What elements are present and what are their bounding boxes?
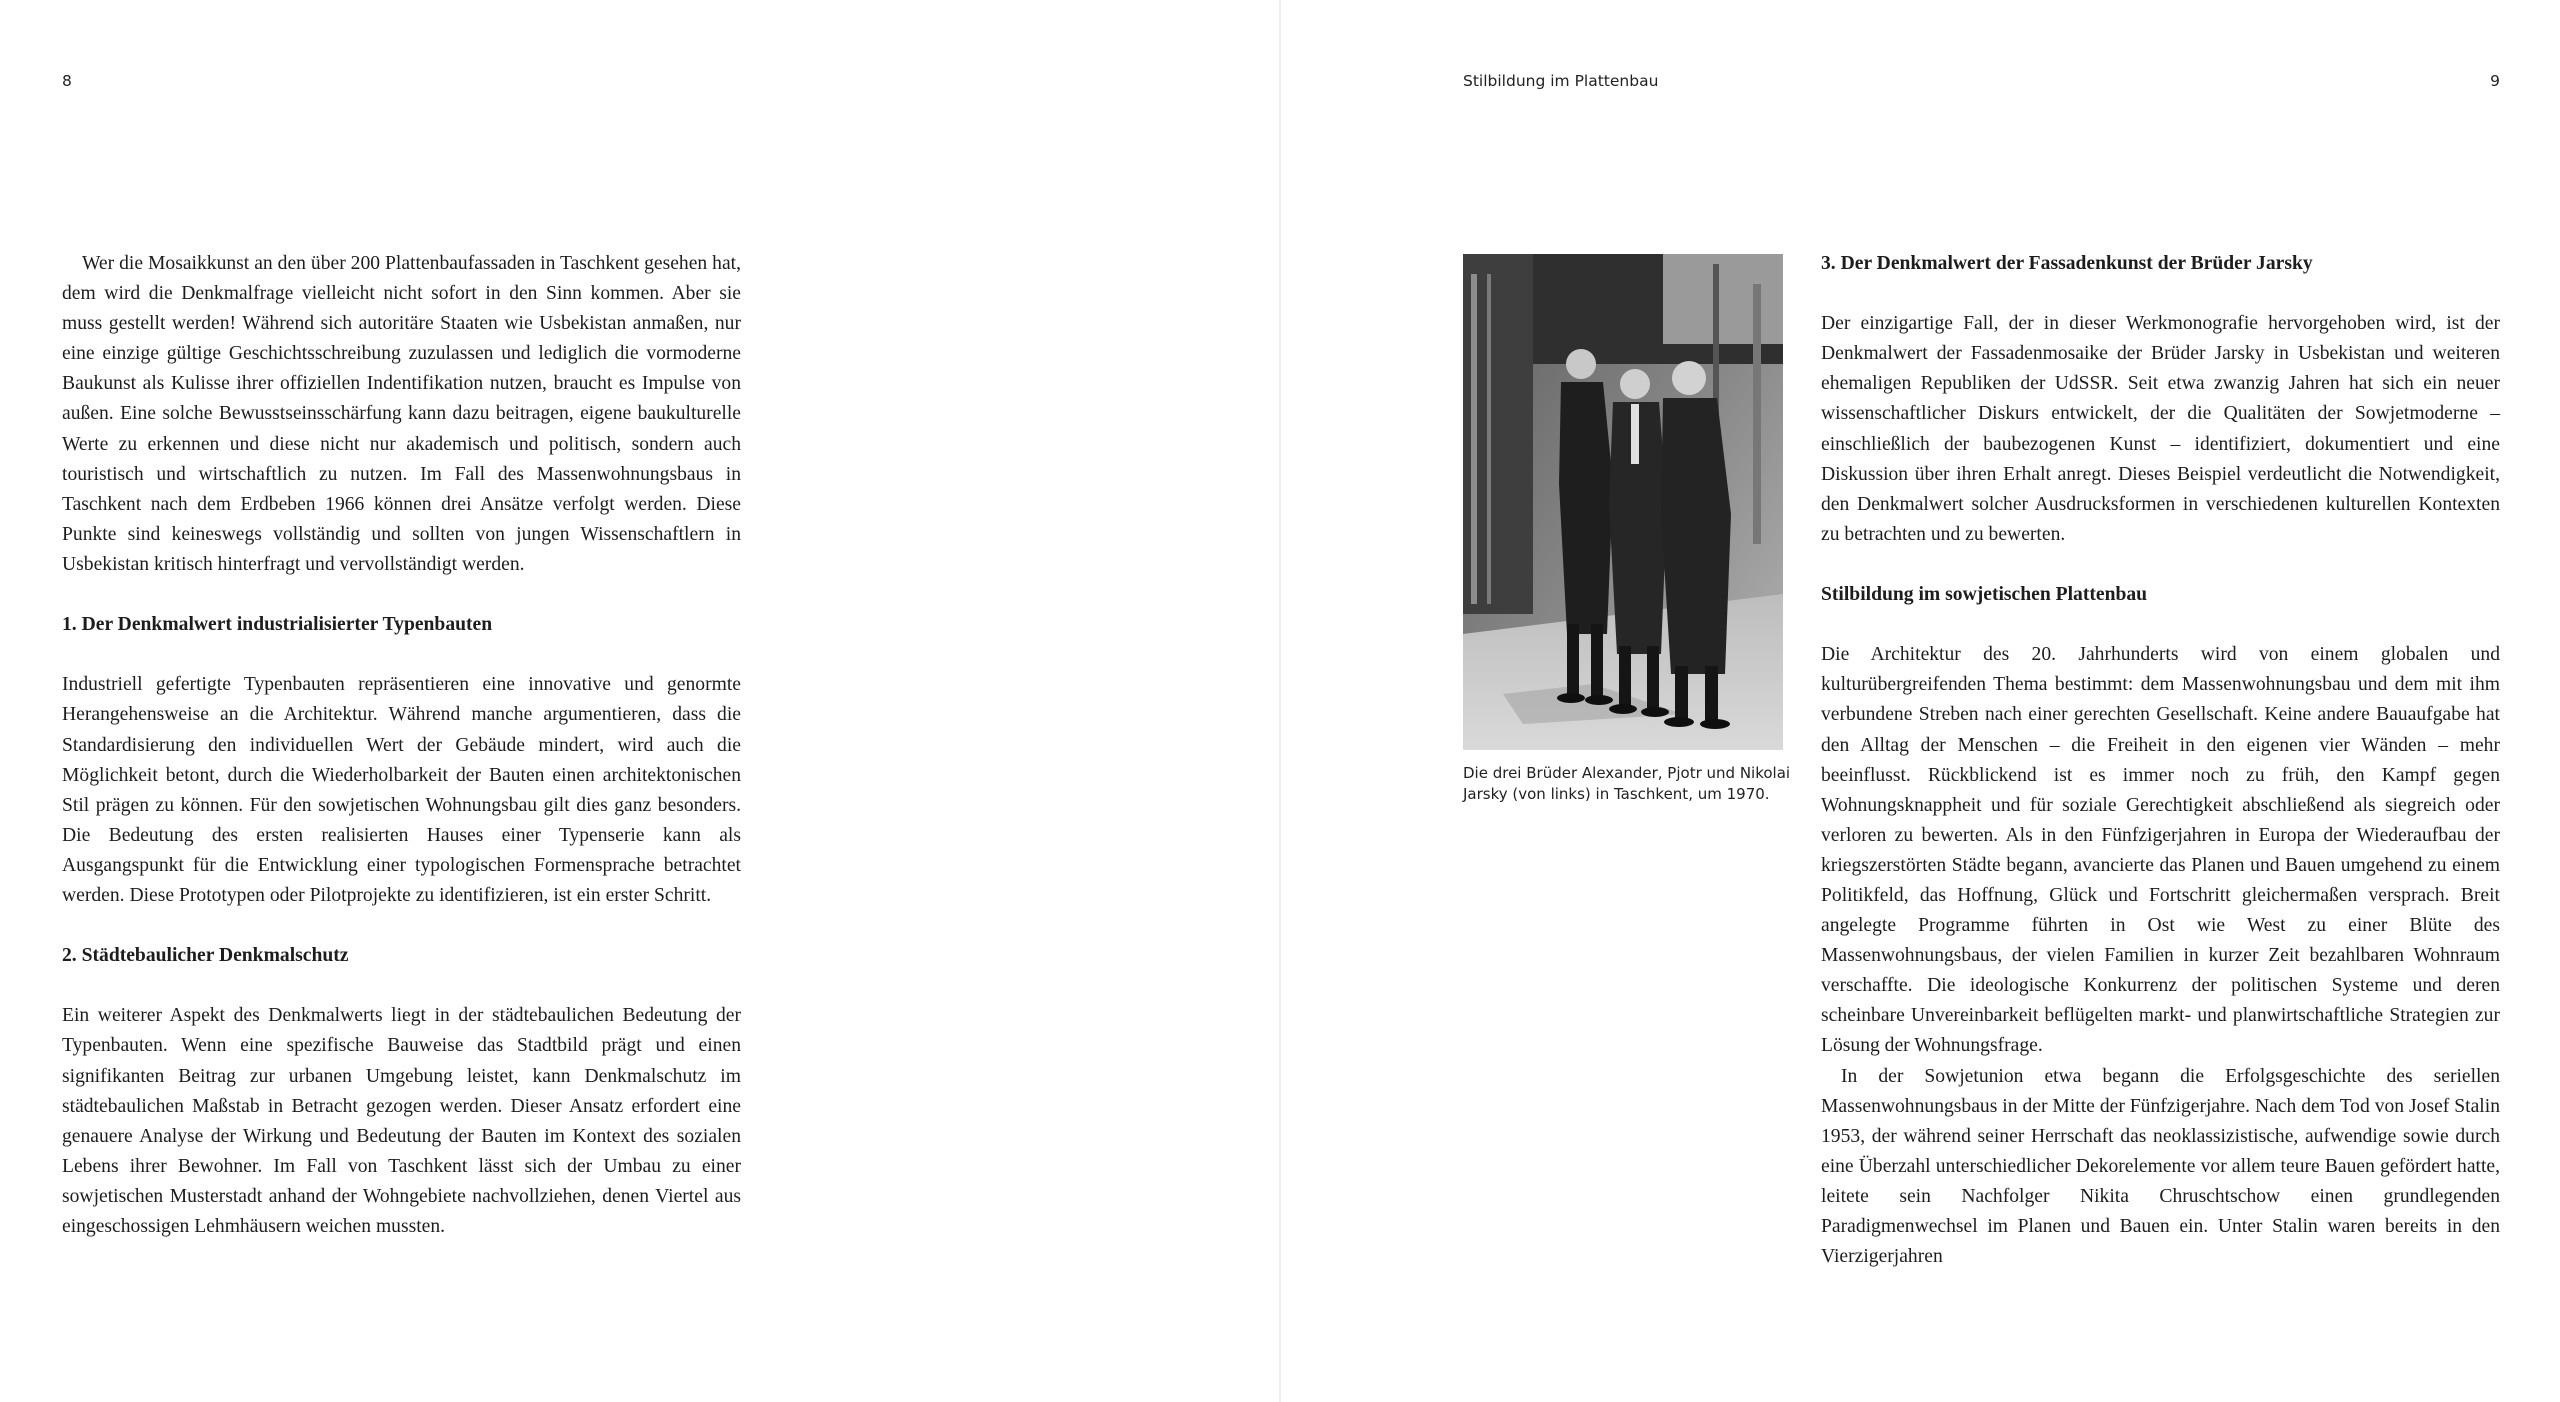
stilbildung-paragraph-2: In der Sowjetunion etwa begann die Erfolgsgeschichte des seriellen Massenwohnungsbaus in der Mitte der Fünfzigerjahre. Nach dem Tod von Josef Stalin 1953, der während seiner Herrschaft das neoklassizistische, aufwendige sowie durch eine Überzahl unterschiedlicher Dekorelemente vor allem teure Bauen gefördert hatte, leitete sein Nachfolger Nikita Chruschtschow einen grundlegenden Paradigmenwechsel im Planen und Bauen ein. Unter Stalin waren bereits in den Vierzigerjahren [1821,1065,2500,1268]
page-gutter [1279,0,1281,1402]
fassadenkunst-paragraph: Der einzigartige Fall, der in dieser Werkmonografie hervorgehoben wird, ist der Denkmalwert der Fassadenmosaike der Brüder Jarsky in Usbekistan und weiteren ehemaligen Republiken der UdSSR. Seit etwa zwanzig Jahren hat sich ein neuer wissenschaftlicher Diskurs entwickelt, der die Qualitäten der Sowjetmoderne – einschließlich der baubezogenen Kunst – identifiziert, dokumentiert und eine Diskussion über ihren Erhalt anregt. Dieses Beispiel verdeutlicht die Notwendigkeit, den Denkmalwert solcher Ausdrucksformen in verschiedenen kulturellen Kontexten zu betrachten und zu bewerten. [1821,313,2500,545]
brothers-photo-image [1463,254,1783,750]
stilbildung-paragraph-1: Die Architektur des 20. Jahrhunderts wird von einem globalen und kulturübergreifenden Thema bestimmt: dem Massenwohnungsbau und dem mit ihm verbundene Streben nach einer gerechten Gesellschaft. Keine andere Bauaufgabe hat den Alltag der Menschen – die Freiheit in den eigenen vier Wänden – mehr beeinflusst. Rückblickend ist es immer noch zu früh, den Kampf gegen Wohnungsknappheit und für soziale Gerechtigkeit abschließend als siegreich oder verloren zu bewerten. Als in den Fünfzigerjahren in Europa der Wiederaufbau der kriegszerstörten Städte begann, avancierte das Planen und Bauen umgehend zu einem Politikfeld, das Hoffnung, Glück und Fortschritt gleichermaßen versprach. Breit angelegte Programme führten in Ost wie West zu einer Blüte des Massenwohnungsbaus, der vielen Familien in kurzer Zeit bezahlbaren Wohnraum verschaffte. Die ideologische Konkurrenz der politischen Systeme und deren scheinbare Unvereinbarkeit beflügelten markt- und planwirtschaftliche Strategien zur Lösung der Wohnungsfrage. [1821,644,2500,1057]
staedtebau-paragraph: Ein weiterer Aspekt des Denkmalwerts liegt in der städtebaulichen Bedeutung der Typenbauten. Wenn eine spezifische Bauweise das Stadtbild prägt und einen signifikanten Beitrag zur urbanen Umgebung leistet, kann Denkmalschutz im städtebaulichen Maßstab in Betracht gezogen werden. Dieser Ansatz erfordert eine genauere Analyse der Wirkung und Bedeutung der Bauten im Kontext des sozialen Lebens ihrer Bewohner. Im Fall von Taschkent lässt sich der Umbau zu einer sowjetischen Musterstadt anhand der Wohngebiete nachvollziehen, denen Viertel aus eingeschossigen Lehmhäusern weichen mussten. [62,1005,741,1237]
heading-fassadenkunst: 3. Der Denkmalwert der Fassadenkunst der Brüder Jarsky [1821,253,2313,274]
heading-staedtebau: 2. Städtebaulicher Denkmalschutz [62,945,349,967]
heading-stilbildung: Stilbildung im sowjetischen Plattenbau [1821,584,2148,606]
running-head: Stilbildung im Plattenbau [1463,72,1659,90]
left-page-text [62,249,741,1242]
photo-caption: Die drei Brüder Alexander, Pjotr und Nikolai Jarsky (von links) in Taschkent, um 1970. [1463,764,1791,803]
heading-typenbauten: 1. Der Denkmalwert industrialisierter Typenbauten [62,614,493,636]
right-page-text [1821,249,2500,1272]
brothers-photo [1463,254,1783,750]
page-number-right: 9 [2490,72,2500,90]
page-number-left: 8 [62,72,72,90]
intro-paragraph: Wer die Mosaikkunst an den über 200 Plattenbaufassaden in Taschkent gesehen hat, dem wird die Denkmalfrage vielleicht nicht sofort in den Sinn kommen. Aber sie muss gestellt werden! Während sich autoritäre Staaten wie Usbekistan anmaßen, nur eine einzige gültige Geschichtsschreibung zuzulassen und lediglich die vormoderne Baukunst als Kulisse ihrer offiziellen Indentifikation nutzen, braucht es Impulse von außen. Eine solche Bewusstseinsschärfung kann dazu beitragen, eigene baukulturelle Werte zu erkennen und diese nicht nur akademisch und politisch, sondern auch touristisch und wirtschaftlich zu nutzen. Im Fall des Massenwohnungsbaus in Taschkent nach dem Erdbeben 1966 können drei Ansätze verfolgt werden. Diese Punkte sind keineswegs vollständig und sollten von jungen Wissenschaftlern in Usbekistan kritisch hinterfragt und vervollständigt werden. [62,253,741,575]
typenbauten-paragraph: Industriell gefertigte Typenbauten repräsentieren eine innovative und genormte Herangehensweise an die Architektur. Während manche argumentieren, dass die Standardisierung den individuellen Wert der Gebäude mindert, wird auch die Möglichkeit betont, durch die Wiederholbarkeit der Bauten einen architektonischen Stil prägen zu können. Für den sowjetischen Wohnungsbau gilt dies ganz besonders. Die Bedeutung des ersten realisierten Hauses einer Typenserie kann als Ausgangspunkt für die Entwicklung einer typologischen Formensprache betrachtet werden. Diese Prototypen oder Pilotprojekte zu identifizieren, ist ein erster Schritt. [62,674,741,906]
